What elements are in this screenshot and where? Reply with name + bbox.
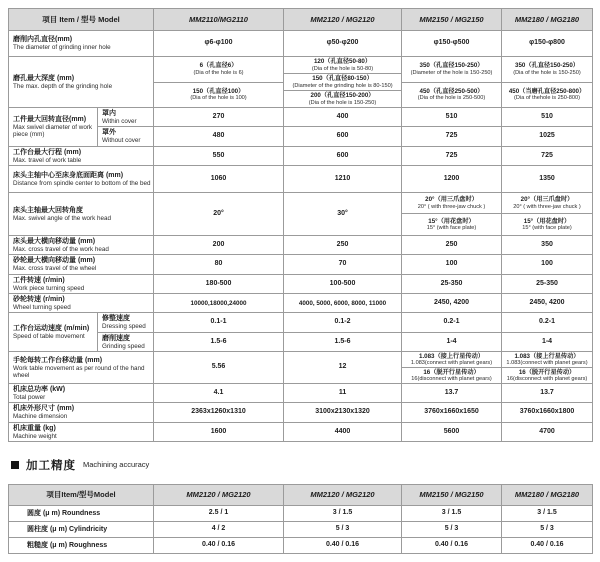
col-header-mm2120: MM2120 / MG2120 xyxy=(284,9,402,31)
sub-value-en: 1.083(connect with planet gears) xyxy=(410,360,493,367)
value-cell: 3 / 1.5 xyxy=(502,505,593,521)
value-cell: 25-350 xyxy=(502,274,593,293)
table-row xyxy=(9,146,593,165)
row-label-zh: 床头主轴中心至床身底面距离 (mm) xyxy=(13,171,124,179)
value-cell: 4000, 5000, 6000, 8000, 11000 xyxy=(284,293,402,312)
row-label xyxy=(9,403,154,422)
row-label-en: Wheel turning speed xyxy=(13,304,71,312)
sub-value-zh: 450（孔直径250-500） xyxy=(419,87,484,95)
value-cell: 5 / 3 xyxy=(284,521,402,537)
table-row xyxy=(9,108,593,127)
sub-value-zh: 20°（用三爪盘时） xyxy=(520,196,574,204)
sub-value-en: 20° ( with three-jaw chuck ) xyxy=(513,203,581,210)
sub-value-en: (Dia of the hole is 50-80) xyxy=(311,65,374,72)
value-cell: 4 / 2 xyxy=(154,521,284,537)
table-row xyxy=(9,313,593,332)
value-cell: 0.2-1 xyxy=(402,313,502,332)
row-label-en: Distance from spindle center to bottom of the bed xyxy=(13,179,151,187)
table-row xyxy=(9,165,593,192)
row-label-zh: 工作台运动速度 (m/min) xyxy=(13,324,90,332)
value-cell: 20° xyxy=(154,192,284,235)
table-row xyxy=(9,274,593,293)
value-cell xyxy=(502,57,593,108)
sub-value-zh: 6（孔直径6） xyxy=(199,62,238,70)
sub-label-zh: 磨削速度 xyxy=(102,334,130,342)
sub-row-label xyxy=(98,332,154,351)
row-label xyxy=(9,165,154,192)
row-label-zh: 砂轮转速 (r/min) xyxy=(13,295,65,303)
table-row xyxy=(9,383,593,402)
value-cell: 1350 xyxy=(502,165,593,192)
sub-value xyxy=(402,83,501,108)
value-cell: 100-500 xyxy=(284,274,402,293)
sub-value-zh: 15°（用花盘时） xyxy=(523,217,571,225)
section-title-machining-accuracy xyxy=(11,457,592,473)
sub-value xyxy=(402,57,501,83)
value-cell: 1.5-6 xyxy=(284,332,402,351)
value-cell: 725 xyxy=(402,127,502,146)
sub-value xyxy=(502,214,592,235)
table-row xyxy=(9,31,593,57)
sub-value-en: (Diameter of the grinding hole is 80-150) xyxy=(292,82,393,89)
row-label-en: Max. swivel angle of the work head xyxy=(13,214,112,222)
sub-value-en: 16(disconnect with planet gears) xyxy=(411,376,492,383)
value-cell: 4700 xyxy=(502,422,593,441)
sub-value-zh: 150（孔直径80-150） xyxy=(312,75,373,83)
sub-label-zh: 罩外 xyxy=(102,129,116,137)
sub-value-zh: 15°（用花盘时） xyxy=(428,217,475,225)
sub-value-en: 15° (with face plate) xyxy=(522,225,572,232)
row-label-en: Machine weight xyxy=(13,432,57,440)
value-cell: 5.56 xyxy=(154,351,284,383)
value-cell: 2450, 4200 xyxy=(402,293,502,312)
row-label xyxy=(9,422,154,441)
value-cell: 0.40 / 0.16 xyxy=(502,537,593,553)
value-cell: 70 xyxy=(284,255,402,274)
table-row xyxy=(9,521,593,537)
sub-value-en: 15° (with face plate) xyxy=(426,225,477,232)
table-row xyxy=(9,293,593,312)
row-label xyxy=(9,235,154,254)
value-cell: 725 xyxy=(502,146,593,165)
value-cell: 4400 xyxy=(284,422,402,441)
value-cell: 400 xyxy=(284,108,402,127)
row-label-zh: 机床外形尺寸 (mm) xyxy=(13,405,75,413)
value-cell: 1-4 xyxy=(502,332,593,351)
value-cell: 510 xyxy=(502,108,593,127)
row-label-zh: 机床总功率 (kW) xyxy=(13,385,66,393)
value-cell xyxy=(154,57,284,108)
sub-value xyxy=(284,91,401,107)
sub-value-zh: 16（脱开行星传动） xyxy=(518,368,576,376)
sub-value-zh: 200（孔直径150-200） xyxy=(310,92,375,100)
table-header-row xyxy=(9,484,593,505)
value-cell: 350 xyxy=(502,235,593,254)
value-cell: 5 / 3 xyxy=(402,521,502,537)
value-cell: 0.2-1 xyxy=(502,313,593,332)
sub-value xyxy=(502,352,592,368)
row-label-zh: 工作台最大行程 (mm) xyxy=(13,148,82,156)
sub-value-en: (Dia of the hole is 250-500) xyxy=(417,95,486,102)
sub-value xyxy=(402,193,501,215)
col-header-mm2110: MM2110/MG2110 xyxy=(154,9,284,31)
value-cell: φ50-φ200 xyxy=(284,31,402,57)
value-cell: 11 xyxy=(284,383,402,402)
row-label xyxy=(9,351,154,383)
col-header-1: MM2120 / MG2120 xyxy=(154,484,284,505)
value-cell xyxy=(284,57,402,108)
row-label-zh: 机床重量 (kg) xyxy=(13,424,56,432)
value-cell: 1-4 xyxy=(402,332,502,351)
sub-value xyxy=(402,368,501,383)
sub-row-label xyxy=(98,108,154,127)
spec-table xyxy=(8,8,593,442)
col-header-mm2180: MM2180 / MG2180 xyxy=(502,9,593,31)
value-cell: 250 xyxy=(402,235,502,254)
table-row xyxy=(9,351,593,383)
value-cell xyxy=(402,351,502,383)
value-cell: 3760x1660x1800 xyxy=(502,403,593,422)
sub-value-zh: 1.083（接上行星传动） xyxy=(514,352,580,360)
sub-label-zh: 罩内 xyxy=(102,110,116,117)
section-title-en: Machining accuracy xyxy=(83,460,150,470)
row-label xyxy=(9,108,98,147)
value-cell: φ6-φ100 xyxy=(154,31,284,57)
value-cell xyxy=(402,192,502,235)
item-model-header: 项目Item/型号Model xyxy=(9,484,154,505)
value-cell: 10000,18000,24000 xyxy=(154,293,284,312)
col-header-4: MM2180 / MG2180 xyxy=(502,484,593,505)
row-label-zh: 工件转速 (r/min) xyxy=(13,276,65,284)
col-header-2: MM2120 / MG2120 xyxy=(284,484,402,505)
value-cell: 2450, 4200 xyxy=(502,293,593,312)
row-label xyxy=(9,383,154,402)
row-label-en: Total power xyxy=(13,394,46,402)
col-header-3: MM2150 / MG2150 xyxy=(402,484,502,505)
value-cell: 100 xyxy=(502,255,593,274)
table-row xyxy=(9,235,593,254)
value-cell: 510 xyxy=(402,108,502,127)
table-header-row xyxy=(9,9,593,31)
value-cell: 0.1-1 xyxy=(154,313,284,332)
sub-value-en: (Dia of the hole is 150-250) xyxy=(513,69,581,76)
value-cell: 4.1 xyxy=(154,383,284,402)
value-cell: 3 / 1.5 xyxy=(402,505,502,521)
row-label-en: The max. depth of the grinding hole xyxy=(13,82,113,90)
sub-value xyxy=(154,57,283,83)
sub-value-en: (Dia of the hole is 150-250) xyxy=(308,99,377,106)
row-label xyxy=(9,255,154,274)
table-row xyxy=(9,255,593,274)
sub-value-en: 16(disconnect with planet gears) xyxy=(506,376,588,383)
value-cell: 13.7 xyxy=(402,383,502,402)
row-label-zh: 磨孔最大深度 (mm) xyxy=(13,74,75,82)
row-label-zh: 手轮每转工作台移动量 (mm) xyxy=(13,356,103,364)
sub-value xyxy=(402,352,501,368)
row-label-en: Machine dimension xyxy=(13,413,68,421)
value-cell: 0.40 / 0.16 xyxy=(402,537,502,553)
value-cell: 0.1-2 xyxy=(284,313,402,332)
value-cell: 3 / 1.5 xyxy=(284,505,402,521)
square-bullet-icon xyxy=(11,461,19,469)
sub-value xyxy=(502,83,592,108)
row-label-en: Max swivel diameter of work piece (mm) xyxy=(13,124,93,139)
table-row xyxy=(9,192,593,235)
row-label xyxy=(9,293,154,312)
row-label-zh: 砂轮最大横向移动量 (mm) xyxy=(13,257,96,265)
value-cell: 25-350 xyxy=(402,274,502,293)
row-label: 圆度 (μ m) Roundness xyxy=(9,505,154,521)
sub-row-label xyxy=(98,313,154,332)
row-label xyxy=(9,57,154,108)
value-cell: 600 xyxy=(284,146,402,165)
row-label-en: Work piece turning speed xyxy=(13,284,85,292)
row-label xyxy=(9,274,154,293)
sub-value-zh: 20°（用三爪盘时） xyxy=(425,196,478,204)
sub-label-zh: 修整速度 xyxy=(102,315,130,323)
sub-value-en: (Dia of thehole is 250-800) xyxy=(514,95,580,102)
sub-value xyxy=(284,74,401,91)
value-cell: 1200 xyxy=(402,165,502,192)
sub-value xyxy=(502,193,592,215)
sub-value-zh: 16（脱开行星传动） xyxy=(423,368,480,376)
sub-value-zh: 150（孔直径100） xyxy=(192,87,245,95)
value-cell: 1025 xyxy=(502,127,593,146)
sub-label-en: Grinding speed xyxy=(102,342,145,350)
value-cell: 200 xyxy=(154,235,284,254)
row-label xyxy=(9,146,154,165)
value-cell xyxy=(502,351,593,383)
row-label-zh: 床头主轴最大回转角度 xyxy=(13,206,83,214)
section-title-zh: 加工精度 xyxy=(26,459,76,472)
row-label-en: The diameter of grinding inner hole xyxy=(13,44,111,52)
sub-value-en: (Diameter of the hole is 150-250) xyxy=(410,69,493,76)
value-cell: 100 xyxy=(402,255,502,274)
row-label xyxy=(9,31,154,57)
sub-value xyxy=(502,368,592,383)
sub-value-zh: 350（孔直径150-250） xyxy=(515,62,579,70)
value-cell: 5600 xyxy=(402,422,502,441)
value-cell: 180-500 xyxy=(154,274,284,293)
row-label-en: Work table movement as per round of the hand wheel xyxy=(13,364,145,379)
value-cell: 550 xyxy=(154,146,284,165)
value-cell: 250 xyxy=(284,235,402,254)
value-cell: 30° xyxy=(284,192,402,235)
sub-value xyxy=(154,83,283,108)
sub-value-zh: 450（当磨孔直径250-800） xyxy=(508,87,586,95)
table-row xyxy=(9,537,593,553)
row-label: 粗糙度 (μ m) Roughness xyxy=(9,537,154,553)
value-cell: 1060 xyxy=(154,165,284,192)
table-row xyxy=(9,403,593,422)
sub-value-zh: 1.083（接上行星传动） xyxy=(419,352,484,360)
row-label xyxy=(9,192,154,235)
row-label-en: Max. cross travel of the wheel xyxy=(13,265,97,273)
row-label-en: Max. cross travel of the work head xyxy=(13,246,109,254)
sub-value xyxy=(402,214,501,235)
value-cell: 1600 xyxy=(154,422,284,441)
sub-row-label xyxy=(98,127,154,146)
sub-value-zh: 350（孔直径150-250） xyxy=(419,62,484,70)
value-cell xyxy=(402,57,502,108)
sub-value-en: (Dia of the hole is 6) xyxy=(193,69,244,76)
sub-label-en: Within cover xyxy=(102,118,137,126)
table-row xyxy=(9,505,593,521)
value-cell: 2.5 / 1 xyxy=(154,505,284,521)
value-cell: 270 xyxy=(154,108,284,127)
value-cell: 13.7 xyxy=(502,383,593,402)
sub-label-en: Dressing speed xyxy=(102,323,146,331)
row-label xyxy=(9,313,98,352)
value-cell: 725 xyxy=(402,146,502,165)
row-label-en: Max. travel of work table xyxy=(13,156,82,164)
sub-value xyxy=(284,57,401,74)
sub-value-en: (Dia of the hole is 100) xyxy=(190,95,247,102)
accuracy-table xyxy=(8,484,593,554)
value-cell: 1210 xyxy=(284,165,402,192)
value-cell: 0.40 / 0.16 xyxy=(154,537,284,553)
table-row xyxy=(9,57,593,108)
value-cell: 600 xyxy=(284,127,402,146)
value-cell: 0.40 / 0.16 xyxy=(284,537,402,553)
table-row xyxy=(9,422,593,441)
row-label-zh: 床头最大横向移动量 (mm) xyxy=(13,237,96,245)
col-header-mm2150: MM2150 / MG2150 xyxy=(402,9,502,31)
row-label-zh: 工件最大回转直径(mm) xyxy=(13,116,87,124)
value-cell: 12 xyxy=(284,351,402,383)
value-cell: 1.5-6 xyxy=(154,332,284,351)
sub-label-en: Without cover xyxy=(102,137,141,145)
sub-value-en: 20° ( with three-jaw chuck ) xyxy=(417,203,486,210)
row-label-en: Speed of table movement xyxy=(13,333,85,341)
sub-value xyxy=(502,57,592,83)
value-cell: 2363x1260x1310 xyxy=(154,403,284,422)
value-cell: φ150-φ800 xyxy=(502,31,593,57)
row-label: 圆柱度 (μ m) Cylindricity xyxy=(9,521,154,537)
value-cell: φ150-φ500 xyxy=(402,31,502,57)
row-label-zh: 磨削内孔直径(mm) xyxy=(13,36,73,44)
value-cell xyxy=(502,192,593,235)
value-cell: 480 xyxy=(154,127,284,146)
value-cell: 3760x1660x1650 xyxy=(402,403,502,422)
sub-value-zh: 120（孔直径50-80） xyxy=(313,58,372,66)
value-cell: 80 xyxy=(154,255,284,274)
value-cell: 3100x2130x1320 xyxy=(284,403,402,422)
sub-value-en: 1.083(connect with planet gears) xyxy=(506,360,588,367)
item-model-header: 项目 Item / 型号 Model xyxy=(9,9,154,31)
value-cell: 5 / 3 xyxy=(502,521,593,537)
